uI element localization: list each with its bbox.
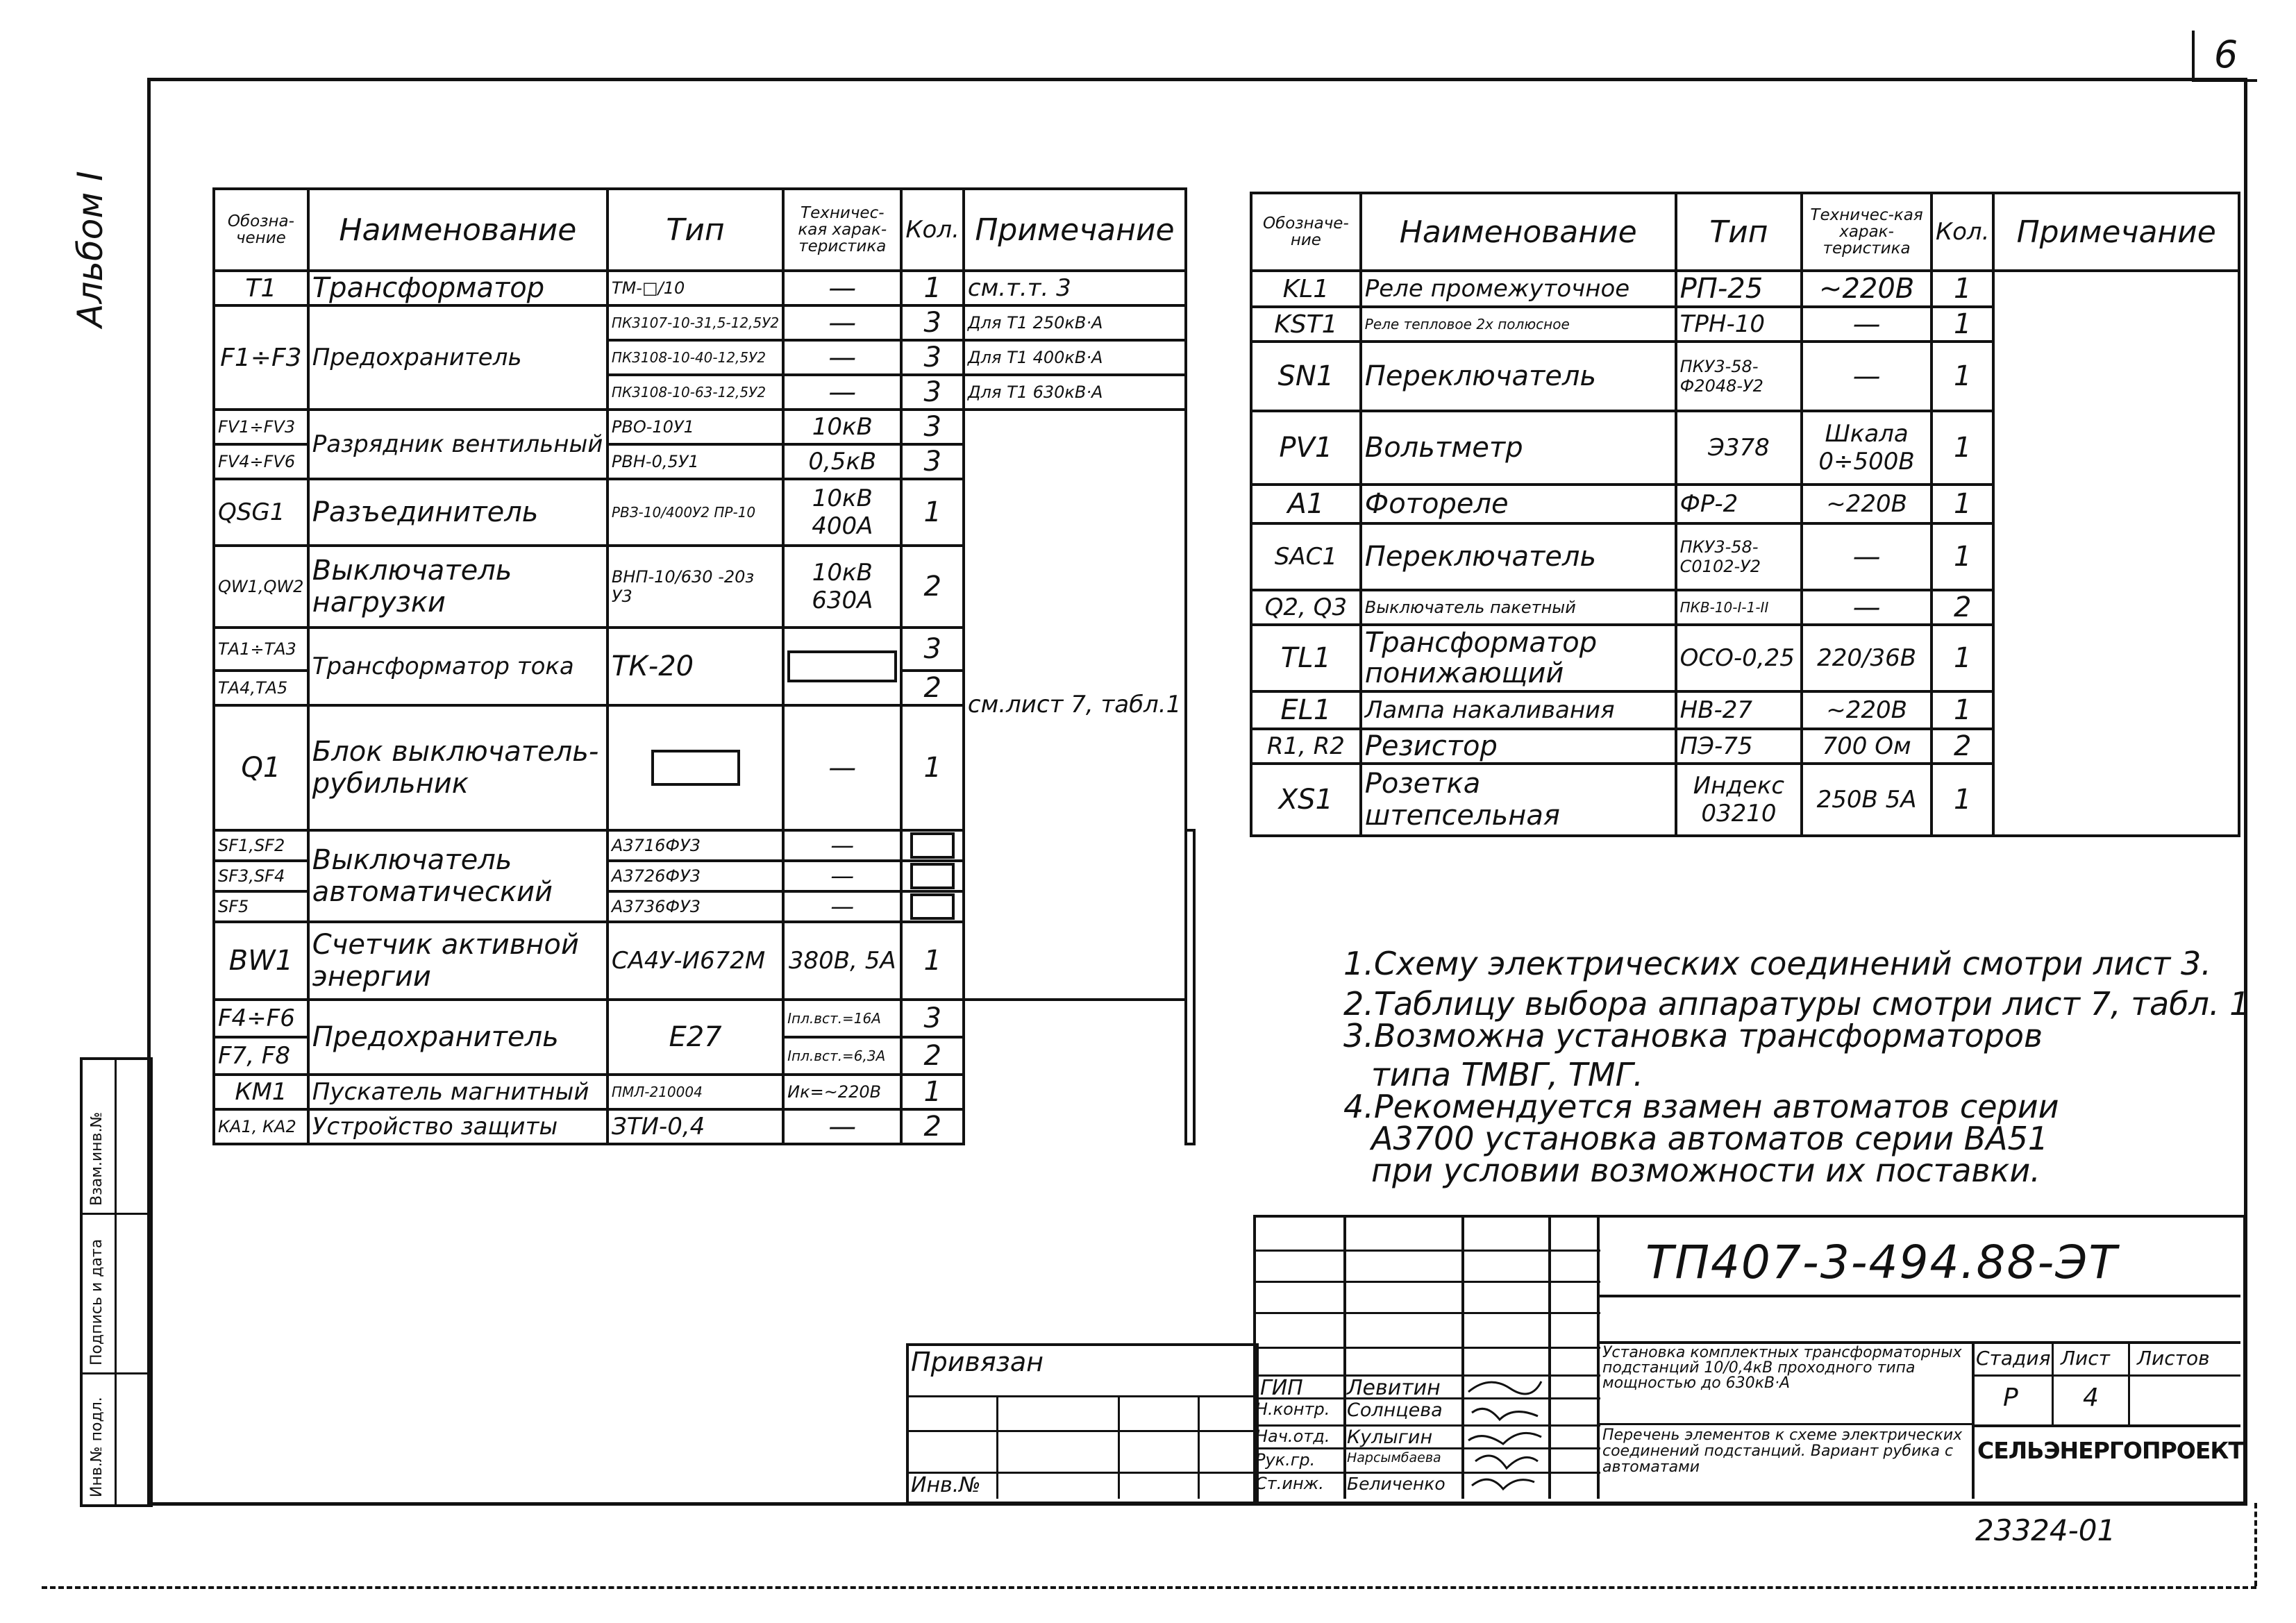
table-row: А1 Фотореле ФР-2 ~220В 1 bbox=[1251, 485, 2239, 523]
col-header-type: Тип bbox=[1676, 193, 1802, 271]
sheet-value: 4 bbox=[2083, 1384, 2099, 1412]
album-label: Альбом I bbox=[70, 171, 110, 328]
table-row: FV4÷FV6 РВН-0,5У1 0,5кВ 3 bbox=[214, 444, 1194, 479]
table-row: XS1 Розетка штепсельная Индекс 03210 250В 5А 1 bbox=[1251, 764, 2239, 836]
left-stamp bbox=[80, 1057, 153, 1507]
col-header-designation: Обозна-чение bbox=[214, 189, 308, 271]
name-nachotd: Кулыгин bbox=[1347, 1427, 1433, 1448]
table-row: ПК3108-10-40-12,5У2 — 3 Для Т1 400кВ·А bbox=[214, 340, 1194, 375]
table-row: ВW1 Счетчик активной энергии СА4У-И672М 380В, 5А 1 bbox=[214, 922, 1194, 1000]
role-nkontr: Н.контр. bbox=[1255, 1399, 1330, 1419]
table-row: ПК3108-10-63-12,5У2 — 3 Для Т1 630кВ·А bbox=[214, 375, 1194, 410]
table-row: КМ1 Пускатель магнитный ПМЛ-210004 Ик=~220В 1 bbox=[214, 1075, 1194, 1109]
table-row: Q2, Q3 Выключатель пакетный ПКВ-10-I-1-II — 2 bbox=[1251, 590, 2239, 625]
col-header-type: Тип bbox=[607, 189, 783, 271]
table-row: EL1 Лампа накаливания НВ-27 ~220В 1 bbox=[1251, 691, 2239, 729]
qty-empty-box bbox=[901, 891, 963, 922]
role-gip: ГИП bbox=[1260, 1376, 1303, 1400]
note-line: А3700 установка автоматов серии ВА51 bbox=[1371, 1120, 2049, 1157]
left-spec-table bbox=[212, 187, 1196, 1145]
role-nachotd: Нач.отд. bbox=[1255, 1427, 1330, 1446]
table-row: TL1 Трансформатор понижающий ОСО-0,25 220/36В 1 bbox=[1251, 625, 2239, 691]
col-header-name: Наименование bbox=[1361, 193, 1676, 271]
table-row: ТА1÷ТА3 Трансформатор тока ТК-20 3 bbox=[214, 628, 1194, 671]
notes-block bbox=[1343, 945, 2250, 1189]
role-rukgr: Рук.гр. bbox=[1255, 1450, 1316, 1470]
cut-line-right bbox=[2254, 1503, 2257, 1586]
note-line: при условии возможности их поставки. bbox=[1371, 1152, 2041, 1189]
table-row: SF5 А3736ФУ3 — bbox=[214, 891, 1194, 922]
stamp-label-replace: Взам.инв.№ bbox=[88, 1111, 106, 1206]
name-stinzh: Беличенко bbox=[1347, 1474, 1446, 1494]
cut-line-bottom bbox=[42, 1586, 2256, 1589]
table-row: SN1 Переключатель ПКУ3-58-Ф2048-У2 — 1 bbox=[1251, 342, 2239, 411]
title-description-2: Перечень элементов к схеме электрических соединений подстанций. Вариант рубика с автоматами bbox=[1602, 1427, 1963, 1476]
col-header-name: Наименование bbox=[308, 189, 607, 271]
inv-no-label: Инв.№ bbox=[911, 1473, 981, 1497]
tech-empty-box bbox=[783, 628, 901, 705]
table-row: F4÷F6 Предохранитель Е27 Iпл.вст.=16А 3 bbox=[214, 1000, 1194, 1037]
table-row: F7, F8 Iпл.вст.=6,3А 2 bbox=[214, 1037, 1194, 1075]
document-code: ТП407-3-494.88-ЭТ bbox=[1645, 1236, 2118, 1289]
table-row: KST1 Реле тепловое 2х полюсное ТРН-10 — 1 bbox=[1251, 307, 2239, 342]
sheet-number-box: 6 bbox=[2192, 31, 2257, 82]
table-row: KL1 Реле промежуточное РП-25 ~220В 1 bbox=[1251, 271, 2239, 307]
col-header-qty: Кол. bbox=[1932, 193, 1993, 271]
table-row: F1÷F3 Предохранитель ПК3107-10-31,5-12,5У2 — 3 Для Т1 250кВ·А bbox=[214, 305, 1194, 340]
col-header-tech: Техничес-кая харак-теристика bbox=[1802, 193, 1932, 271]
table-row: R1, R2 Резистор ПЭ-75 700 Ом 2 bbox=[1251, 729, 2239, 764]
signatures bbox=[1461, 1371, 1548, 1496]
col-header-tech: Техничес-кая харак-теристика bbox=[783, 189, 901, 271]
title-description-1: Установка комплектных трансформаторных подстанций 10/0,4кВ проходного типа мощностью до 630кВ·А bbox=[1602, 1344, 1962, 1392]
qty-empty-box bbox=[901, 830, 963, 861]
table-row: SAC1 Переключатель ПКУ3-58-С0102-У2 — 1 bbox=[1251, 523, 2239, 590]
stamp-label-sign: Подпись и дата bbox=[88, 1238, 106, 1365]
table-row: Q1 Блок выключатель-рубильник — 1 bbox=[214, 705, 1194, 830]
note-line: 2.Таблицу выбора аппаратуры смотри лист 7, табл. 1 bbox=[1343, 985, 2250, 1023]
stamp-label-inv: Инв.№ подл. bbox=[88, 1397, 106, 1497]
table-row: QW1,QW2 Выключатель нагрузки ВНП-10/630 -20з У3 10кВ 630А 2 bbox=[214, 546, 1194, 628]
note-line: типа ТМВГ, ТМГ. bbox=[1371, 1056, 1643, 1093]
table-row: SF1,SF2 Выключатель автоматический А3716ФУ3 — bbox=[214, 830, 1194, 861]
type-empty-box bbox=[607, 705, 783, 830]
col-header-designation: Обозначе-ние bbox=[1251, 193, 1361, 271]
right-spec-table bbox=[1250, 192, 2240, 837]
inventory-number: 23324-01 bbox=[1975, 1513, 2116, 1547]
name-nkontr: Солнцева bbox=[1347, 1399, 1443, 1421]
table-row: PV1 Вольтметр Э378 Шкала 0÷500В 1 bbox=[1251, 411, 2239, 485]
name-gip: Левитин bbox=[1347, 1376, 1441, 1400]
name-rukgr: Нарсымбаева bbox=[1347, 1450, 1441, 1465]
table-row: QSG1 Разъединитель РВЗ-10/400У2 ПР-10 10кВ 400А 1 bbox=[214, 479, 1194, 546]
role-stinzh: Ст.инж. bbox=[1255, 1474, 1324, 1493]
sheet-label: Лист bbox=[2061, 1347, 2110, 1370]
table-row: SF3,SF4 А3726ФУ3 — bbox=[214, 861, 1194, 891]
note-line: 4.Рекомендуется взамен автоматов серии bbox=[1343, 1088, 2059, 1125]
stage-value: Р bbox=[2003, 1384, 2018, 1412]
table-row: КА1, КА2 Устройство защиты ЗТИ-0,4 — 2 bbox=[214, 1109, 1194, 1144]
col-header-qty: Кол. bbox=[901, 189, 963, 271]
qty-empty-box bbox=[901, 861, 963, 891]
note-line: 1.Схему электрических соединений смотри лист 3. bbox=[1343, 945, 2211, 982]
table-row: FV1÷FV3 Разрядник вентильный РВО-10У1 10кВ 3 см.лист 7, табл.1 bbox=[214, 410, 1194, 444]
organization: СЕЛЬЭНЕРГОПРОЕКТ bbox=[1977, 1437, 2243, 1464]
sheets-label: Листов bbox=[2137, 1347, 2210, 1370]
table-row: T1 Трансформатор ТМ-□/10 — 1 см.т.т. 3 bbox=[214, 271, 1194, 305]
stage-label: Стадия bbox=[1976, 1347, 2051, 1370]
note-line: 3.Возможна установка трансформаторов bbox=[1343, 1017, 2043, 1054]
col-header-note: Примечание bbox=[1993, 193, 2239, 271]
table-row: ТА4,ТА5 2 bbox=[214, 671, 1194, 705]
col-header-note: Примечание bbox=[964, 189, 1186, 271]
privyazan-label: Привязан bbox=[911, 1347, 1044, 1377]
